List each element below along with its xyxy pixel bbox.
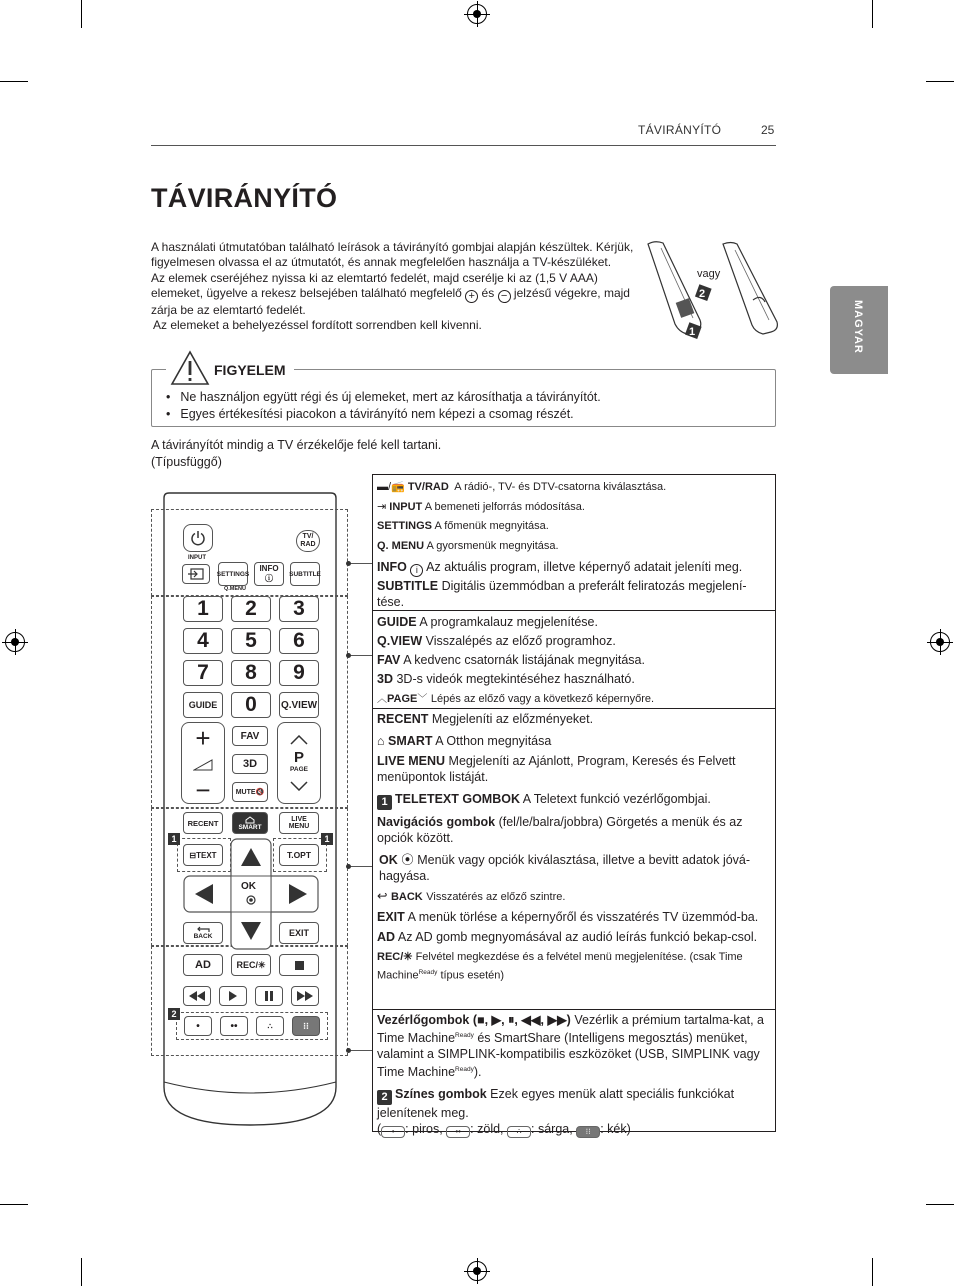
registration-mark-icon <box>5 632 25 652</box>
table-row <box>377 814 771 846</box>
aim-text: A távirányítót mindig a TV érzékelője felé kell tartani. <box>151 438 442 452</box>
teletext-key: TELETEXT GOMBOK <box>395 792 520 806</box>
step-1-label: 1 <box>689 326 696 338</box>
teletext-tag-left: 1 <box>168 833 180 845</box>
paren-open: ( <box>377 1122 382 1137</box>
topt-button[interactable]: T.OPT <box>279 844 319 866</box>
table-row <box>377 1121 771 1138</box>
table-row <box>377 949 771 984</box>
red-label: : piros, <box>405 1122 443 1137</box>
input-icon: ⇥ <box>377 501 387 513</box>
registration-mark-icon <box>930 632 950 652</box>
page-title: TÁVIRÁNYÍTÓ <box>151 183 338 213</box>
smart-key: SMART <box>388 734 433 748</box>
back-button[interactable] <box>183 922 223 944</box>
crop-mark <box>81 0 82 28</box>
table-row <box>377 477 771 497</box>
number-8-button[interactable]: 8 <box>231 660 271 686</box>
ok-icon: ⦿ <box>401 853 414 867</box>
ready-superscript: Ready <box>455 1032 474 1039</box>
power-button[interactable] <box>183 524 213 552</box>
qview-key: Q.VIEW <box>377 634 423 648</box>
fav-key: FAV <box>377 653 401 667</box>
or-label: vagy <box>697 268 721 280</box>
page-key: PAGE <box>387 693 418 705</box>
rewind-icon <box>189 991 205 1001</box>
play-button[interactable] <box>219 986 247 1006</box>
blue-button-icon: ⁝⁝ <box>576 1126 600 1138</box>
crop-mark <box>81 1258 82 1286</box>
exit-desc: A menük törlése a képernyőről és visszatérés TV üzemmód-ba. <box>407 910 759 924</box>
stop-button[interactable] <box>279 954 319 976</box>
ad-desc: Az AD gomb megnyomásával az audió leírás funkció bekap-csol. <box>397 930 758 944</box>
yellow-label: : sárga, <box>531 1122 573 1137</box>
pause-button[interactable] <box>255 986 283 1006</box>
aim-note <box>151 437 441 471</box>
running-header: TÁVIRÁNYÍTÓ <box>638 123 722 137</box>
smart-button[interactable] <box>232 812 268 834</box>
table-cell-group-3 <box>373 709 775 1010</box>
battery-text-end: jelzésű végekre, majd zárja be az elemtartó fedelét. <box>151 285 630 317</box>
3d-button[interactable]: 3D <box>232 754 268 774</box>
tvrad-key: TV/RAD <box>407 481 449 493</box>
info-button[interactable]: INFO ⓘ <box>254 562 284 586</box>
table-row <box>377 536 771 557</box>
qmenu-label: Q.MENU <box>224 586 246 592</box>
page-desc: Lépés az előző vagy a következő képernyőre. <box>430 693 655 705</box>
model-note: (Típusfüggő) <box>151 455 222 469</box>
intro-paragraph <box>151 271 651 319</box>
live-menu-button[interactable]: LIVE MENU <box>279 812 319 834</box>
caution-title: FIGYELEM <box>214 362 294 378</box>
input-desc: A bemeneti jelforrás módosítása. <box>424 501 585 513</box>
fast-forward-button[interactable] <box>291 986 319 1006</box>
settings-button[interactable]: SETTINGS <box>218 562 248 586</box>
tv-rad-icon: ▬/📻 <box>377 481 405 493</box>
ad-button[interactable]: AD <box>183 954 223 976</box>
leader-dot <box>346 864 351 869</box>
language-tab <box>830 286 888 374</box>
caution-header <box>166 350 218 386</box>
leader-line <box>348 1050 372 1051</box>
home-icon: ⌂ <box>377 734 385 748</box>
table-cell-group-4 <box>373 1010 775 1137</box>
ok-button[interactable]: OK <box>241 881 256 892</box>
nav-desc: (fel/le/balra/jobbra) Görgetés a menük és az opciók között. <box>377 815 743 845</box>
chevron-up-icon: ︿ <box>377 694 387 705</box>
program-label: P <box>293 749 304 766</box>
language-tab-label: MAGYAR <box>852 300 864 354</box>
rewind-button[interactable] <box>183 986 211 1006</box>
number-7-button[interactable]: 7 <box>183 660 223 686</box>
header-rule <box>151 145 776 146</box>
table-row <box>377 497 771 517</box>
back-desc: Visszatérés az előző szintre. <box>426 891 566 903</box>
battery-cover-illustration <box>645 240 783 346</box>
registration-mark-icon <box>467 4 487 24</box>
minus-icon: − <box>498 290 511 303</box>
color-desc: Ezek egyes menük alatt speciális funkciókat jelenítenek meg. <box>377 1087 735 1121</box>
intro-paragraph: Az elemeket a behelyezéssel fordított sorrendben kell kivenni. <box>153 318 482 333</box>
page-label: PAGE <box>290 766 308 773</box>
control-desc-2: és SmartShare (Intelligens megosztás) menüket, valamint a SIMPLINK-kompatibilis eszközöket (USB, SIMPLINK vagy Time Machine <box>377 1031 760 1080</box>
table-row <box>377 1012 771 1080</box>
volume-up-icon: + <box>195 723 211 753</box>
control-desc: Vezérlik a prémium tartalma-kat, a Time Machine <box>377 1013 764 1046</box>
color-buttons-tag: 2 <box>168 1008 180 1020</box>
rec-desc-end: típus esetén) <box>440 969 505 982</box>
live-menu-key: LIVE MENU <box>377 754 446 768</box>
crop-mark <box>872 1258 873 1286</box>
teletext-desc: A Teletext funkció vezérlőgombjai. <box>522 792 711 806</box>
recent-key: RECENT <box>377 712 429 726</box>
blue-label: : kék) <box>600 1122 631 1137</box>
qmenu-key: Q. MENU <box>377 540 425 552</box>
volume-level-icon <box>193 759 213 771</box>
pause-icon <box>264 991 274 1001</box>
number-0-button[interactable]: 0 <box>231 692 271 718</box>
volume-down-icon: − <box>195 775 211 805</box>
table-row <box>377 711 771 727</box>
subtitle-key: SUBTITLE <box>377 579 439 593</box>
settings-desc: A főmenük megnyitása. <box>434 520 549 532</box>
number-2-button[interactable]: 2 <box>231 596 271 622</box>
caution-list <box>166 389 601 422</box>
table-row <box>377 578 771 610</box>
table-row <box>377 670 771 689</box>
nav-key: Navigációs gombok <box>377 815 496 829</box>
table-row <box>377 613 771 632</box>
battery-text: Az elemek cseréjéhez nyissa ki az elemtartó fedelét, majd cserélje ki az (1,5 V AAA) elemeket, ügyelve a rekesz belsejében található megfelelő <box>151 270 598 300</box>
table-row <box>377 888 771 905</box>
program-rocker[interactable] <box>277 722 321 804</box>
volume-rocker[interactable] <box>181 722 225 804</box>
control-desc-3: ). <box>473 1065 482 1080</box>
exit-button[interactable]: EXIT <box>279 922 319 944</box>
number-5-button[interactable]: 5 <box>231 628 271 654</box>
step-2-label: 2 <box>699 288 706 300</box>
red-button[interactable]: • <box>184 1016 212 1036</box>
number-3-button[interactable]: 3 <box>279 596 319 622</box>
leader-line <box>348 655 372 656</box>
number-9-button[interactable]: 9 <box>279 660 319 686</box>
caution-item: • Ne használjon együtt régi és új elemeket, mert az károsíthatja a távirányítót. <box>166 389 601 406</box>
stop-icon <box>295 961 304 970</box>
mute-button[interactable]: MUTE🔇 <box>232 782 268 802</box>
red-button-icon: • <box>381 1126 405 1138</box>
table-row <box>377 909 771 925</box>
info-icon: i <box>410 564 423 577</box>
table-row <box>377 753 771 785</box>
table-row <box>377 791 771 810</box>
button-description-table <box>372 474 776 1137</box>
plus-icon: + <box>465 290 478 303</box>
crop-mark <box>0 1204 28 1205</box>
play-icon <box>228 991 238 1001</box>
control-key: Vezérlőgombok <box>377 1013 470 1027</box>
leader-dot <box>346 1048 351 1053</box>
subtitle-button[interactable]: SUBTITLE <box>290 562 320 586</box>
ad-key: AD <box>377 930 396 944</box>
info-key: INFO <box>377 560 407 574</box>
fav-desc: A kedvenc csatornák listájának megnyitása. <box>403 653 645 667</box>
info-desc: Az aktuális program, illetve képernyő adatait jeleníti meg. <box>426 560 743 574</box>
input-button[interactable] <box>182 564 210 584</box>
tv-rad-button[interactable]: TV/ RAD <box>296 530 320 552</box>
green-button[interactable]: •• <box>220 1016 248 1036</box>
table-row <box>377 852 771 884</box>
crop-mark <box>872 0 873 28</box>
green-label: : zöld, <box>470 1122 504 1137</box>
table-cell-group-2 <box>373 611 775 709</box>
qview-button[interactable]: Q.VIEW <box>279 692 319 718</box>
page-number: 25 <box>761 123 775 137</box>
power-icon <box>190 530 206 546</box>
tvrad-desc: A rádió-, TV- és DTV-csatorna kiválasztása. <box>454 481 667 493</box>
guide-key: GUIDE <box>377 615 417 629</box>
registration-mark-icon <box>467 1261 487 1281</box>
leader-line <box>348 563 372 564</box>
rec-button[interactable]: REC/✳ <box>231 954 271 976</box>
rec-key: REC/✳ <box>377 951 413 963</box>
input-icon <box>188 568 204 580</box>
settings-key: SETTINGS <box>377 520 433 532</box>
exit-key: EXIT <box>377 910 405 924</box>
leader-line <box>348 866 372 867</box>
intro-text <box>151 240 651 333</box>
table-row <box>377 517 771 536</box>
table-row <box>377 651 771 670</box>
input-key: INPUT <box>389 501 423 513</box>
recent-desc: Megjeleníti az előzményeket. <box>431 712 594 726</box>
table-row <box>377 1086 771 1121</box>
text-button[interactable]: ⊟TEXT <box>183 844 223 866</box>
table-row <box>377 557 771 578</box>
smart-label: SMART <box>238 823 262 831</box>
recent-button[interactable]: RECENT <box>183 812 223 834</box>
table-row <box>377 733 771 749</box>
number-6-button[interactable]: 6 <box>279 628 319 654</box>
intro-paragraph: A használati útmutatóban található leírások a távirányító gombjai alapján készültek. Kérjük, figyelmesen olvassa el az útmutatót, és annak megfelelően használja a TV-készüléket. <box>151 240 634 270</box>
fav-button[interactable]: FAV <box>232 726 268 746</box>
yellow-button[interactable]: ∴ <box>256 1016 284 1036</box>
crop-mark <box>926 1204 954 1205</box>
fast-forward-icon <box>297 991 313 1001</box>
crop-mark <box>926 81 954 82</box>
chevron-down-icon <box>290 781 308 791</box>
crop-mark <box>0 81 28 82</box>
control-icons: (■, ▶, ⏸, ◀◀, ▶▶) <box>472 1013 571 1027</box>
color-badge: 2 <box>377 1090 392 1105</box>
input-label: INPUT <box>188 555 206 561</box>
leader-dot <box>346 561 351 566</box>
3d-desc: 3D-s videók megtekintéséhez használható. <box>396 672 635 686</box>
teletext-badge: 1 <box>377 795 392 810</box>
table-cell-group-1 <box>373 475 775 611</box>
back-key: BACK <box>390 891 423 903</box>
caution-item: • Egyes értékesítési piacokon a távirányító nem képezi a csomag részét. <box>166 406 601 423</box>
qview-desc: Visszalépés az előző programhoz. <box>425 634 616 648</box>
rec-desc: Felvétel megkezdése és a felvétel menü megjelenítése. (csak Time Machine <box>377 951 743 982</box>
guide-button[interactable]: GUIDE <box>183 692 223 718</box>
chevron-up-icon <box>290 735 308 745</box>
ok-desc: Menük vagy opciók kiválasztása, illetve a bevitt adatok jóvá-hagyása. <box>379 853 751 883</box>
blue-button[interactable]: ⁝⁝ <box>292 1016 320 1036</box>
back-label: BACK <box>193 933 213 940</box>
warning-icon <box>170 350 210 386</box>
table-row <box>377 689 771 709</box>
live-menu-desc: Megjeleníti az Ajánlott, Program, Keresés és Felvett menüpontok listáját. <box>377 754 736 784</box>
conjunction: és <box>481 285 495 300</box>
3d-key: 3D <box>377 672 393 686</box>
ready-superscript: Ready <box>418 969 438 976</box>
ready-superscript: Ready <box>455 1066 474 1074</box>
number-4-button[interactable]: 4 <box>183 628 223 654</box>
teletext-tag-right: 1 <box>321 833 333 845</box>
ok-key: OK <box>379 853 398 867</box>
color-key: Színes gombok <box>395 1087 487 1102</box>
home-icon <box>245 816 255 824</box>
guide-desc: A programkalauz megjelenítése. <box>419 615 598 629</box>
yellow-button-icon: ∴ <box>507 1126 531 1138</box>
leader-dot <box>346 653 351 658</box>
chevron-down-icon: ﹀ <box>417 694 428 705</box>
back-icon: ↩ <box>377 889 388 903</box>
number-1-button[interactable]: 1 <box>183 596 223 622</box>
table-row <box>377 929 771 945</box>
table-row <box>377 632 771 651</box>
back-arrow-icon <box>196 926 210 933</box>
subtitle-desc: Digitális üzemmódban a preferált feliratozás megjelení-tése. <box>377 579 747 609</box>
green-button-icon: •• <box>446 1126 470 1138</box>
qmenu-desc: A gyorsmenük megnyitása. <box>426 540 559 552</box>
smart-desc: A Otthon megnyitása <box>435 734 552 748</box>
